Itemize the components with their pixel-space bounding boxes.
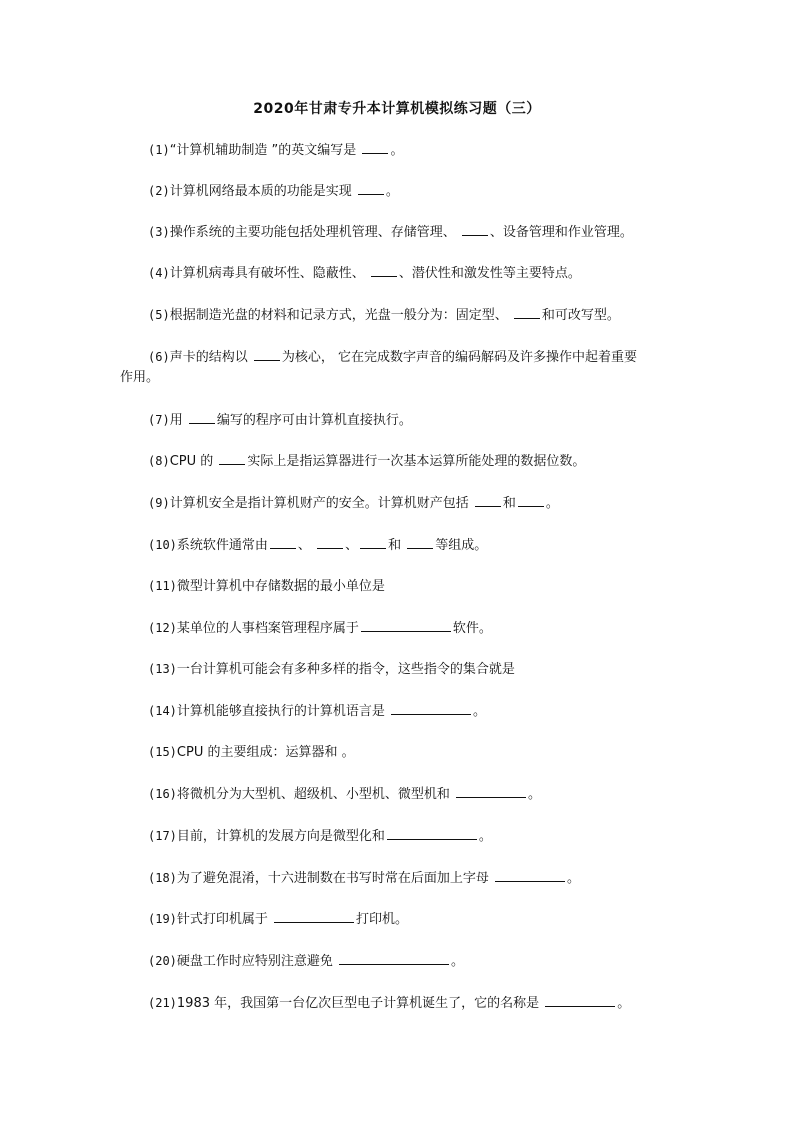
question-15: [148, 742, 355, 763]
question-text-end: 实际上是指运算器进行一次基本运算所能处理的数据位数。: [247, 454, 586, 469]
question-5: [148, 305, 620, 326]
question-20: [148, 951, 464, 972]
question-text: 1983 年，我国第一台亿次巨型电子计算机诞生了，它的名称是: [176, 996, 544, 1011]
question-number: (10): [148, 538, 177, 552]
question-number: (4): [148, 266, 170, 280]
question-text-end: 、潜伏性和激发性等主要特点。: [398, 266, 581, 281]
question-number: (6): [148, 350, 170, 364]
answer-blank: [362, 141, 388, 154]
question-18: [148, 868, 580, 889]
question-text-end: 编写的程序可由计算机直接执行。: [216, 413, 412, 428]
question-text-end: 。: [567, 871, 581, 886]
answer-blank: [317, 536, 343, 549]
question-number: (19): [148, 912, 177, 926]
question-number: (13): [148, 662, 177, 676]
page-title: 2020年甘肃专升本计算机模拟练习题（三）: [253, 101, 541, 117]
question-text: 系统软件通常由: [176, 538, 268, 553]
answer-blank: [339, 952, 449, 965]
question-text: 微型计算机中存储数据的最小单位是: [176, 579, 385, 594]
answer-blank: [219, 452, 245, 465]
question-text: CPU 的主要组成：运算器和 。: [176, 745, 355, 760]
question-number: (17): [148, 829, 177, 843]
question-text: 将微机分为大型机、超级机、小型机、微型机和: [176, 787, 455, 802]
question-7: [148, 410, 412, 431]
question-text: 计算机网络最本质的功能是实现: [169, 184, 356, 199]
answer-blank: [387, 827, 477, 840]
answer-blank: [270, 536, 296, 549]
question-6: [148, 347, 637, 368]
question-text-end: 等组成。: [435, 538, 488, 553]
question-9: [148, 493, 559, 514]
answer-blank: [407, 536, 433, 549]
question-text: 计算机能够直接执行的计算机语言是: [176, 704, 390, 719]
question-16: [148, 784, 541, 805]
question-text-end: 打印机。: [356, 912, 409, 927]
answer-blank: [371, 264, 397, 277]
question-text-end: 。: [390, 143, 404, 158]
question-text: 某单位的人事档案管理程序属于: [176, 621, 359, 636]
question-number: (12): [148, 621, 177, 635]
question-text-mid: 、: [345, 538, 359, 553]
question-text-mid: 和: [388, 538, 406, 553]
question-text-end: 。: [545, 496, 559, 511]
question-text: 硬盘工作时应特别注意避免: [176, 954, 338, 969]
question-number: (3): [148, 225, 170, 239]
question-number: (9): [148, 496, 170, 510]
question-number: (7): [148, 413, 170, 427]
answer-blank: [360, 536, 386, 549]
question-2: [148, 181, 399, 202]
question-number: (18): [148, 871, 177, 885]
question-17: [148, 826, 492, 847]
question-text-mid: 为核心， 它在完成数字声音的编码解码及许多操作中起着重要: [281, 350, 637, 365]
answer-blank: [495, 869, 565, 882]
question-text: 根据制造光盘的材料和记录方式，光盘一般分为：固定型、: [169, 308, 512, 323]
question-text: 声卡的结构以: [169, 350, 252, 365]
question-text: 计算机病毒具有破坏性、隐蔽性、: [169, 266, 369, 281]
question-text-end: 。: [473, 704, 487, 719]
question-19: [148, 909, 408, 930]
question-14: [148, 701, 486, 722]
question-text-end: 。: [478, 829, 492, 844]
question-13: [148, 659, 515, 680]
question-text: 用: [169, 413, 187, 428]
answer-blank: [361, 619, 451, 632]
question-number: (11): [148, 579, 177, 593]
question-number: (14): [148, 704, 177, 718]
question-number: (5): [148, 308, 170, 322]
question-number: (15): [148, 745, 177, 759]
question-4: [148, 263, 581, 284]
question-text-end: 作用。: [120, 370, 160, 385]
question-text: 目前，计算机的发展方向是微型化和: [176, 829, 385, 844]
question-text: 一台计算机可能会有多种多样的指令，这些指令的集合就是: [176, 662, 515, 677]
question-number: (2): [148, 184, 170, 198]
answer-blank: [254, 348, 280, 361]
answer-blank: [274, 910, 354, 923]
question-1: [148, 140, 403, 161]
answer-blank: [391, 702, 471, 715]
question-text: 计算机安全是指计算机财产的安全。计算机财产包括: [169, 496, 473, 511]
question-text-end: 。: [528, 787, 542, 802]
question-6-continuation: [120, 368, 159, 388]
answer-blank: [518, 494, 544, 507]
question-10: [148, 535, 487, 556]
answer-blank: [456, 785, 526, 798]
question-3: [148, 222, 633, 243]
question-text-mid: 、: [297, 538, 316, 553]
question-text: CPU 的: [169, 454, 218, 469]
answer-blank: [514, 306, 540, 319]
question-number: (1): [148, 143, 170, 157]
question-text-end: 、设备管理和作业管理。: [489, 225, 633, 240]
question-text: 针式打印机属于: [176, 912, 273, 927]
question-21: [148, 993, 630, 1014]
answer-blank: [545, 994, 615, 1007]
question-number: (21): [148, 996, 177, 1010]
question-text-end: 。: [385, 184, 399, 199]
question-text: 为了避免混淆，十六进制数在书写时常在后面加上字母: [176, 871, 494, 886]
question-number: (20): [148, 954, 177, 968]
question-number: (16): [148, 787, 177, 801]
question-text-end: 。: [617, 996, 631, 1011]
question-12: [148, 618, 492, 639]
answer-blank: [462, 223, 488, 236]
question-text-end: 和可改写型。: [541, 308, 620, 323]
question-11: [148, 576, 385, 597]
question-text-end: 软件。: [452, 621, 492, 636]
question-text-mid: 和: [502, 496, 516, 511]
answer-blank: [475, 494, 501, 507]
answer-blank: [358, 182, 384, 195]
question-8: [148, 451, 585, 472]
question-number: (8): [148, 454, 170, 468]
question-text-end: 。: [451, 954, 465, 969]
question-text: 操作系统的主要功能包括处理机管理、存储管理、: [169, 225, 460, 240]
answer-blank: [189, 411, 215, 424]
question-text: “计算机辅助制造 ”的英文编写是: [169, 143, 361, 158]
